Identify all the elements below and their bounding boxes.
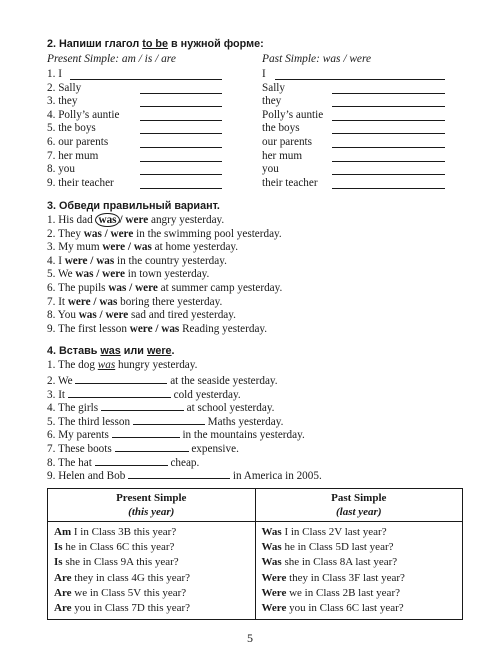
sentence-start: 5. We [47, 268, 76, 281]
sentence-end: at summer camp yesterday. [157, 282, 283, 294]
present-item-label: 7. her mum [47, 149, 99, 162]
option-separator: / [93, 268, 103, 281]
option-b: were [110, 227, 134, 240]
sentence-start: 4. I [47, 254, 65, 267]
sentence-end: in town yesterday. [124, 268, 210, 281]
option-b: was [133, 241, 152, 254]
sentence-start: 1. His dad [47, 214, 96, 226]
exercise-2-title: 2. Напиши глагол to be в нужной форме: [47, 38, 264, 50]
sentence-start: 7. These boots [47, 443, 112, 455]
choice-sentence [47, 214, 224, 228]
sentence-end: Reading yesterday. [179, 322, 268, 335]
option-a: was [83, 227, 102, 240]
sentence-end: at the seaside yesterday. [170, 375, 278, 387]
tense-comparison-table [47, 488, 463, 620]
option-b: was [99, 295, 118, 308]
past-item-label: I [262, 68, 266, 80]
verb: Were [261, 602, 287, 615]
answer-blank [128, 468, 230, 479]
option-a: were [129, 322, 153, 335]
sentence-start: 5. The third lesson [47, 415, 131, 428]
sentence-start: 3. My mum [47, 241, 103, 254]
answer-blank [101, 400, 184, 411]
answer-blank [140, 147, 222, 148]
past-item-label: the boys [262, 122, 300, 135]
past-item-label: our parents [262, 136, 313, 148]
question-line [54, 525, 249, 540]
verb: Are [54, 571, 72, 584]
answer-blank [332, 106, 445, 107]
verb: Am [54, 526, 72, 538]
option-a: were [102, 241, 126, 254]
question-line [54, 555, 249, 570]
question-line [54, 601, 249, 616]
present-item-label: 3. they [47, 95, 78, 108]
option-a: was [78, 309, 97, 322]
verb: Are [54, 602, 72, 615]
answer-blank [140, 93, 222, 94]
question-rest: she in Class 9A this year? [62, 556, 179, 569]
option-a: were [67, 295, 91, 308]
choice-sentence [47, 282, 282, 296]
option-separator: / [119, 214, 126, 226]
page-number: 5 [247, 631, 253, 645]
verb: Was [261, 556, 282, 569]
question-rest: he in Class 5D last year? [281, 541, 394, 554]
sentence-end: boring there yesterday. [117, 295, 223, 308]
question-line [54, 586, 249, 601]
answer-blank [70, 79, 222, 80]
sentence-end: in the country yesterday. [114, 254, 227, 267]
present-item-label: 8. you [47, 163, 75, 176]
answer-blank [332, 120, 445, 121]
question-rest: he in Class 6C this year? [62, 541, 175, 554]
question-line [54, 571, 249, 586]
option-a: was [75, 268, 94, 281]
present-item-label: 5. the boys [47, 122, 96, 135]
option-b: were [105, 309, 129, 322]
option-b: was [161, 322, 180, 335]
option-separator: / [125, 241, 134, 254]
present-item-label: 1. I [47, 68, 62, 80]
sentence-start: 6. The pupils [47, 282, 109, 294]
past-simple-header: Past Simple: was / were [262, 53, 372, 65]
sentence-end: cold yesterday. [173, 388, 241, 401]
circled-answer: was [95, 213, 119, 227]
exercise-4-example: 1. The dog was hungry yesterday. [47, 359, 198, 371]
choice-sentence [47, 296, 222, 310]
sentence-end: expensive. [191, 443, 239, 455]
choice-sentence [47, 255, 227, 269]
question-line [262, 571, 457, 586]
verb: Were [261, 571, 287, 584]
table-header-past: Past Simple (last year) [255, 489, 463, 522]
answer-blank [140, 188, 222, 189]
question-line [262, 540, 457, 555]
sentence-start: 9. The first lesson [47, 322, 130, 335]
verb: Is [54, 541, 63, 554]
present-item-label: 2. Sally [47, 81, 82, 94]
fill-sentence [47, 468, 322, 484]
sentence-end: at home yesterday. [151, 241, 239, 254]
question-rest: you in Class 6C last year? [286, 602, 404, 615]
verb: Are [54, 586, 72, 599]
choice-sentence [47, 323, 267, 337]
question-rest: we in Class 5V this year? [71, 586, 187, 599]
sentence-end: at school yesterday. [186, 402, 275, 415]
verb: Were [261, 586, 287, 599]
choice-sentence [47, 241, 238, 255]
verb: Was [261, 541, 282, 554]
answer-blank [133, 414, 205, 425]
option-separator: / [87, 254, 97, 267]
present-item-label: 6. our parents [47, 136, 109, 148]
question-line [262, 555, 457, 570]
exercise-3-title: 3. Обведи правильный вариант. [47, 200, 220, 212]
sentence-end: in the swimming pool yesterday. [133, 227, 282, 240]
answer-blank [140, 174, 222, 175]
sentence-start: 4. The girls [47, 402, 99, 415]
past-item-label: they [262, 95, 282, 108]
sentence-start: 2. We [47, 375, 73, 387]
option-separator: / [96, 309, 106, 322]
choice-sentence [47, 268, 209, 282]
choice-sentence [47, 228, 282, 242]
sentence-start: 8. You [47, 309, 79, 322]
sentence-end: in America in 2005. [232, 470, 322, 483]
question-rest: you in Class 7D this year? [71, 602, 191, 615]
choice-sentence [47, 309, 236, 323]
answer-blank [115, 441, 189, 452]
option-b: were [125, 214, 149, 226]
table-header-present: Present Simple (this year) [48, 489, 256, 522]
sentence-start: 3. It [47, 388, 66, 401]
option-b: were [102, 268, 125, 281]
answer-blank [68, 387, 171, 398]
answer-blank [332, 161, 445, 162]
present-simple-questions [48, 522, 256, 620]
sentence-start: 8. The hat [47, 456, 92, 469]
option-a: were [64, 254, 88, 267]
answer-blank [140, 133, 222, 134]
answer-blank [332, 93, 445, 94]
sentence-start: 6. My parents [47, 429, 109, 442]
past-item-label: you [262, 163, 279, 176]
sentence-end: in the mountains yesterday. [182, 429, 305, 442]
present-item-label: 4. Polly’s auntie [47, 108, 120, 121]
sentence-start: 9. Helen and Bob [47, 470, 126, 483]
answer-blank [140, 161, 222, 162]
answer-blank [332, 188, 445, 189]
option-a: was [108, 282, 127, 294]
question-line [54, 540, 249, 555]
answer-blank [140, 120, 222, 121]
option-separator: / [101, 227, 111, 240]
sentence-end: angry yesterday. [148, 214, 225, 226]
answer-blank [275, 79, 445, 80]
answer-blank [112, 427, 180, 438]
answer-blank [140, 106, 222, 107]
option-separator: / [152, 322, 162, 335]
verb: Is [54, 556, 63, 569]
question-rest: they in Class 3F last year? [286, 571, 405, 584]
option-separator: / [90, 295, 100, 308]
sentence-start: 7. It [47, 295, 68, 308]
sentence-end: Maths yesterday. [207, 415, 284, 428]
option-b: was [96, 254, 115, 267]
past-item-label: their teacher [262, 176, 318, 189]
question-line [262, 525, 457, 540]
present-item-label: 9. their teacher [47, 176, 114, 189]
option-separator: / [126, 282, 136, 294]
answer-blank [75, 373, 167, 384]
answer-blank [332, 147, 445, 148]
question-rest: we in Class 2B last year? [286, 586, 400, 599]
question-line [262, 586, 457, 601]
question-rest: they in class 4G this year? [71, 571, 191, 584]
question-rest: I in Class 2V last year? [281, 526, 387, 538]
answer-blank [332, 133, 445, 134]
question-rest: I in Class 3B this year? [71, 526, 177, 538]
sentence-end: sad and tired yesterday. [128, 309, 236, 322]
answer-blank [332, 174, 445, 175]
sentence-end: cheap. [170, 456, 200, 469]
answer-blank [95, 455, 168, 466]
present-simple-header: Present Simple: am / is / are [47, 53, 176, 65]
past-item-label: Sally [262, 81, 285, 94]
question-rest: she in Class 8A last year? [281, 556, 398, 569]
sentence-start: 2. They [47, 227, 84, 240]
option-b: were [135, 282, 158, 294]
verb: Was [261, 526, 282, 538]
past-simple-questions [255, 522, 463, 620]
past-item-label: her mum [262, 149, 303, 162]
exercise-4-title: 4. Вставь was или were. [47, 345, 175, 357]
question-line [262, 601, 457, 616]
past-item-label: Polly’s auntie [262, 108, 324, 121]
